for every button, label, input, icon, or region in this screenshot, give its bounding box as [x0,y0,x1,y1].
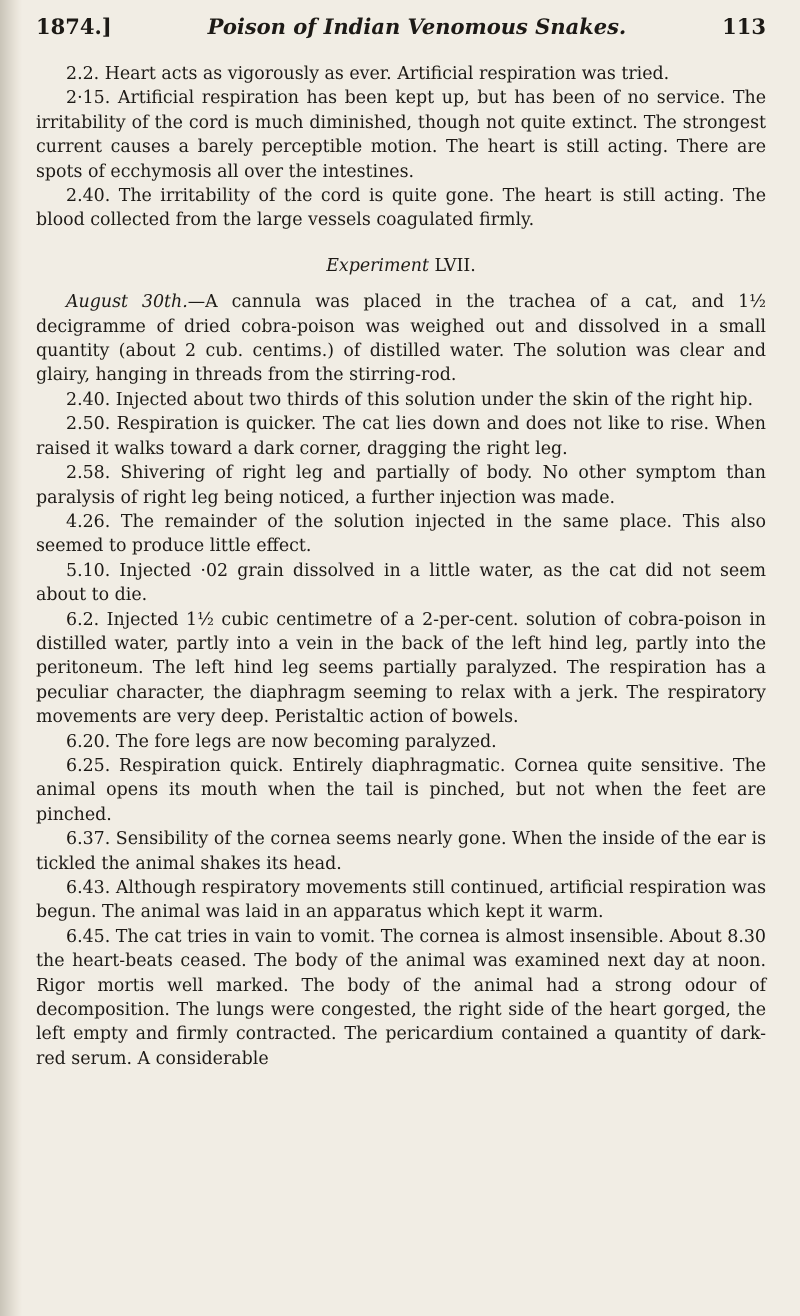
paragraph: 2.40. The irritability of the cord is quite gone. The heart is still acting. The blood collected from the large vessels coagulated firmly. [36,186,766,231]
page-number: 113 [722,14,766,39]
paragraph: 6.45. The cat tries in vain to vomit. The cornea is almost insensible. About 8.30 the heart-beats ceased. The body of the animal was examined next day at noon. Rigor mortis well marked. The body of the animal had a strong odour of decomposition. The lungs were congested, the right side of the heart gorged, the left empty and firmly contracted. The pericardium contained a quantity of dark-red serum. A considerable [36,926,766,1069]
paragraph: 2.50. Respiration is quicker. The cat lies down and does not like to rise. When raised it walks toward a dark corner, dragging the right leg. [36,414,766,459]
experiment-heading-word: Experiment [326,255,429,276]
paragraph: 2·15. Artificial respiration has been kept up, but has been of no service. The irritability of the cord is much diminished, though not quite extinct. The strongest current causes a barely perceptible motion. The heart is still acting. There are spots of ecchymosis all over the intestines. [36,88,766,182]
paragraph: 4.26. The remainder of the solution injected in the same place. This also seemed to produce little effect. [36,511,766,557]
paragraph: 6.37. Sensibility of the cornea seems nearly gone. When the inside of the ear is tickled the animal shakes its head. [36,829,766,874]
paragraph: 2.2. Heart acts as vigorously as ever. Artificial respiration was tried. [66,64,670,84]
entry-date: August 30th. [66,292,188,313]
paragraph: 2.40. Injected about two thirds of this solution under the skin of the right hip. [66,389,753,410]
experiment-heading-numeral: LVII. [434,255,476,276]
paragraph: 6.43. Although respiratory movements still continued, artificial respiration was begun. The animal was laid in an apparatus which kept it warm. [36,878,766,923]
page-binding-edge [0,0,22,1316]
paragraph: 5.10. Injected ·02 grain dissolved in a little water, as the cat did not seem about to die. [36,560,766,606]
entry-text: —A cannula was placed in the trachea of a cat, and 1½ decigramme of dried cobra-poison was weighed out and dissolved in a small quantity (about 2 cub. centims.) of distilled water. The solution was clear and glairy, hanging in threads from the stirring-rod. [36,292,766,386]
experiment-heading [36,254,766,278]
running-header [36,14,766,44]
first-entry [36,290,766,388]
header-year: 1874.] [36,14,112,39]
paragraph: 2.58. Shivering of right leg and partially of body. No other symptom than paralysis of right leg being noticed, a further injection was made. [36,463,766,508]
header-title: Poison of Indian Venomous Snakes. [207,14,627,39]
page-content [36,14,766,1071]
paragraph: 6.20. The fore legs are now becoming paralyzed. [66,731,497,752]
paragraph: 6.25. Respiration quick. Entirely diaphragmatic. Cornea quite sensitive. The animal opens its mouth when the tail is pinched, but not when the feet are pinched. [36,755,766,825]
paragraph: 6.2. Injected 1½ cubic centimetre of a 2-per-cent. solution of cobra-poison in distilled water, partly into a vein in the back of the left hind leg, partly into the peritoneum. The left hind leg seems partially paralyzed. The respiration has a peculiar character, the diaphragm seeming to relax with a jerk. The respiratory movements are very deep. Peristaltic action of bowels. [36,609,766,728]
